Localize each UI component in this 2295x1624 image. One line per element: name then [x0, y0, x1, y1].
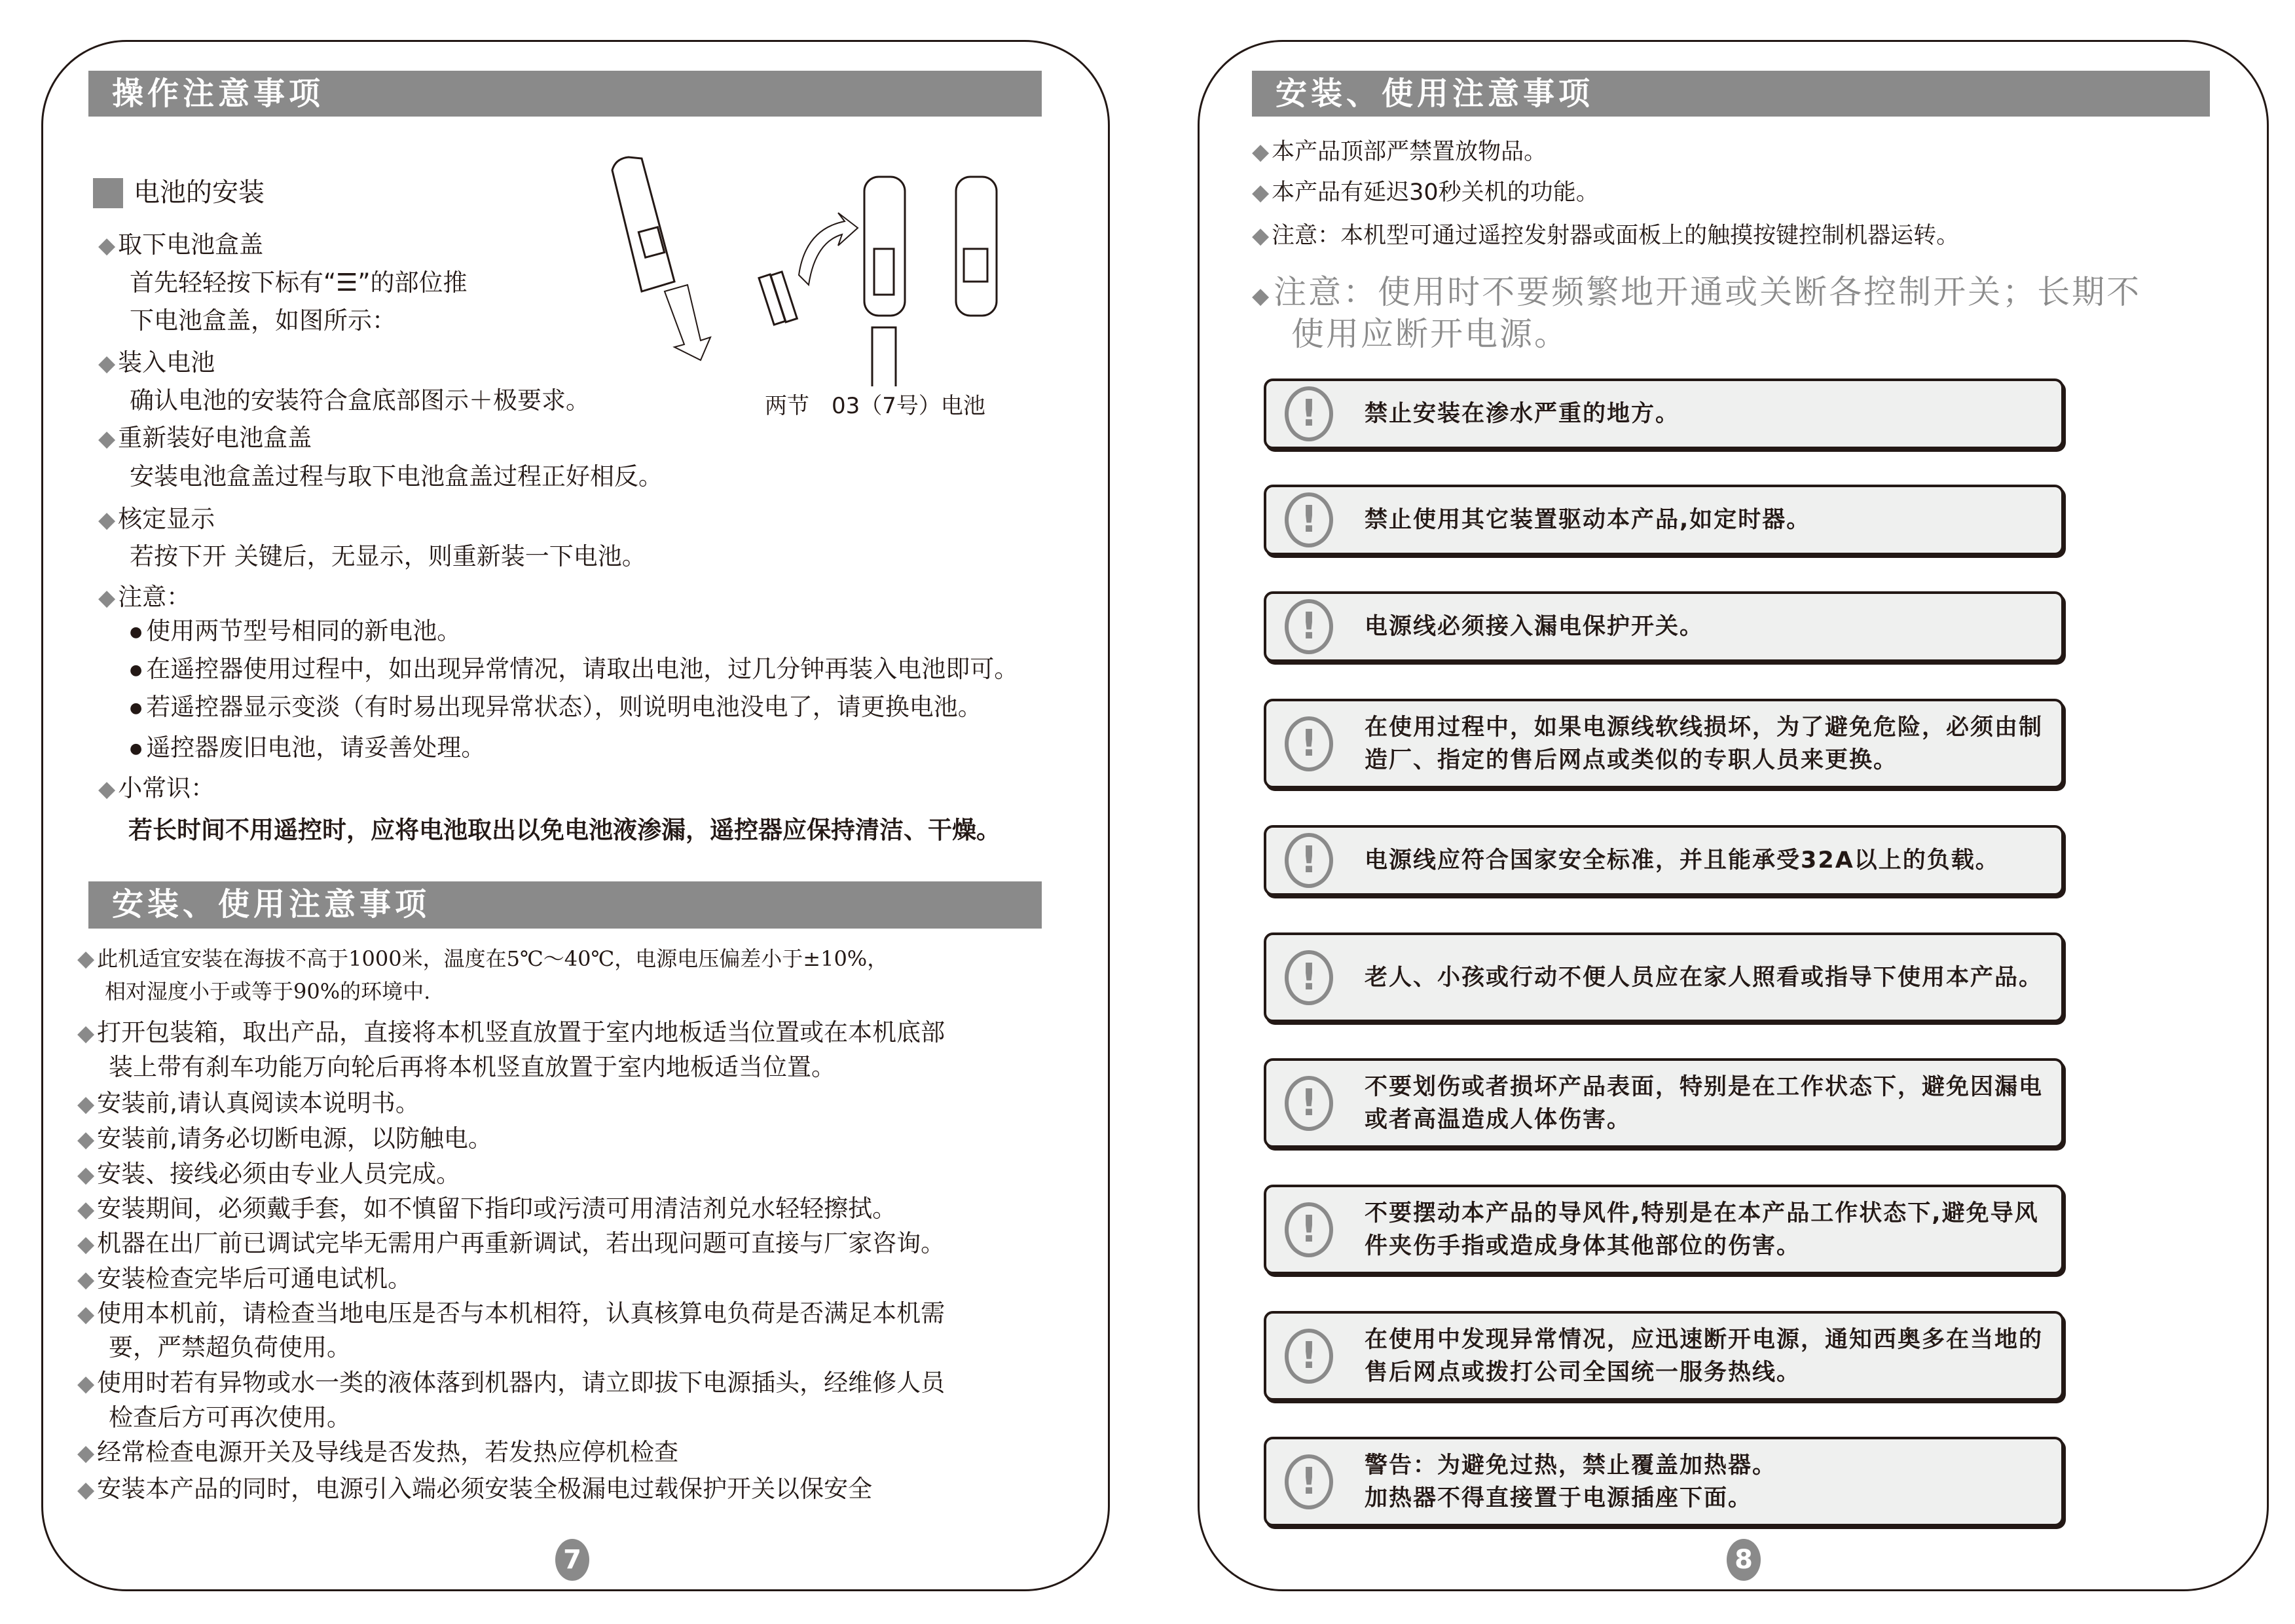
insert-text: 确认电池的安装符合盒底部图示＋极要求。 [130, 386, 590, 415]
exclamation-circle-icon: ! [1285, 1202, 1333, 1257]
exclamation-circle-icon: ! [1285, 1454, 1333, 1509]
battery-title: 电池的安装 [134, 177, 265, 208]
install-item: ◆ 安装期间，必须戴手套，如不慎留下指印或污渍可用清洁剂兑水轻轻擦拭。 [77, 1194, 897, 1223]
page-number-left: 7 [555, 1539, 589, 1581]
right-item: ◆ 本产品顶部严禁置放物品。 [1252, 139, 1547, 165]
warning-box: ! 在使用中发现异常情况，应迅速断开电源，通知西奥多在当地的售后网点或拨打公司全国统一服务热线。 [1264, 1311, 2064, 1401]
right-item: ◆ 注意：本机型可通过遥控发射器或面板上的触摸按键控制机器运转。 [1252, 223, 1960, 249]
install-item: ◆ 机器在出厂前已调试完毕无需用户再重新调试，若出现问题可直接与厂家咨询。 [77, 1229, 946, 1257]
diamond-icon: ◆ [77, 1231, 95, 1257]
warning-box: ! 老人、小孩或行动不便人员应在家人照看或指导下使用本产品。 [1264, 932, 2064, 1022]
exclamation-circle-icon: ! [1285, 716, 1333, 771]
diamond-icon: ◆ [98, 585, 116, 611]
refit-text: 安装电池盒盖过程与取下电池盒盖过程正好相反。 [130, 462, 663, 490]
diamond-icon: ◆ [1252, 139, 1270, 165]
install-item: ◆ 使用本机前，请检查当地电压是否与本机相符，认真核算电负荷是否满足本机需 [77, 1299, 946, 1327]
check-text: 若按下开 关键后，无显示，则重新装一下电池。 [130, 542, 646, 570]
warning-box: ! 禁止使用其它装置驱动本产品,如定时器。 [1264, 485, 2064, 555]
diamond-icon: ◆ [77, 1126, 95, 1153]
insert-heading: ◆ 装入电池 [98, 348, 215, 377]
diamond-icon: ◆ [77, 1266, 95, 1293]
diamond-icon: ◆ [1252, 179, 1270, 206]
diamond-icon: ◆ [77, 1477, 95, 1503]
page-number-right: 8 [1727, 1539, 1761, 1581]
warning-box: ! 电源线必须接入漏电保护开关。 [1264, 591, 2064, 662]
warning-box: ! 电源线应符合国家安全标准，并且能承受32A以上的负载。 [1264, 825, 2064, 896]
battery-installation-illustration [602, 151, 1021, 386]
install-item-cont: 检查后方可再次使用。 [109, 1403, 351, 1431]
tip-heading: ◆ 小常识： [98, 774, 215, 802]
note-item: ● 使用两节型号相同的新电池。 [130, 617, 462, 645]
install-item: ◆ 安装前,请务必切断电源，以防触电。 [77, 1124, 492, 1153]
remove-heading: ◆ 取下电池盒盖 [98, 231, 264, 259]
exclamation-circle-icon: ! [1285, 950, 1333, 1005]
diamond-icon: ◆ [98, 776, 116, 802]
exclamation-circle-icon: ! [1285, 833, 1333, 888]
figure-caption: 两节 03（7号）电池 [765, 393, 985, 419]
install-item: ◆ 安装、接线必须由专业人员完成。 [77, 1160, 461, 1188]
bullet-icon: ● [130, 623, 143, 640]
diamond-icon: ◆ [77, 1301, 95, 1327]
section-header-operation: 操作注意事项 [88, 71, 1042, 117]
bullet-icon: ● [130, 661, 143, 678]
install-item-cont: 要，严禁超负荷使用。 [109, 1333, 351, 1361]
exclamation-circle-icon: ! [1285, 386, 1333, 441]
diamond-icon: ◆ [77, 1196, 95, 1223]
diamond-icon: ◆ [77, 1440, 95, 1466]
remove-text-1: 首先轻轻按下标有“☰”的部位推 [130, 268, 468, 297]
install-item: ◆ 打开包装箱，取出产品，直接将本机竖直放置于室内地板适当位置或在本机底部 [77, 1018, 946, 1046]
right-item: ◆ 本产品有延迟30秒关机的功能。 [1252, 179, 1599, 206]
diamond-icon: ◆ [98, 350, 116, 377]
diamond-icon: ◆ [1252, 283, 1272, 309]
note-item: ● 若遥控器显示变淡（有时易出现异常状态），则说明电池没电了，请更换电池。 [130, 693, 982, 721]
note-item: ● 遥控器废旧电池，请妥善处理。 [130, 733, 486, 762]
section-marker [93, 178, 123, 208]
note-item: ● 在遥控器使用过程中，如出现异常情况，请取出电池，过几分钟再装入电池即可。 [130, 655, 1019, 683]
diamond-icon: ◆ [98, 232, 116, 259]
install-item: ◆ 经常检查电源开关及导线是否发热，若发热应停机检查 [77, 1438, 679, 1466]
exclamation-circle-icon: ! [1285, 492, 1333, 547]
section-header-right: 安装、使用注意事项 [1252, 71, 2210, 117]
diamond-icon: ◆ [77, 1020, 95, 1046]
notice-line-1: ◆注意：使用时不要频繁地开通或关断各控制开关；长期不 [1252, 273, 2142, 311]
tip-text: 若长时间不用遥控时，应将电池取出以免电池液渗漏，遥控器应保持清洁、干燥。 [128, 816, 1001, 844]
warning-box: ! 在使用过程中，如果电源线软线损坏，为了避免危险，必须由制造厂、指定的售后网点或类似的专职人员来更换。 [1264, 699, 2064, 788]
check-heading: ◆ 核定显示 [98, 505, 215, 533]
warning-box: ! 禁止安装在渗水严重的地方。 [1264, 378, 2064, 449]
install-item-cont: 装上带有刹车功能万向轮后再将本机竖直放置于室内地板适当位置。 [109, 1053, 835, 1081]
diamond-icon: ◆ [77, 1162, 95, 1188]
exclamation-circle-icon: ! [1285, 1076, 1333, 1131]
install-item: ◆ 此机适宜安装在海拔不高于1000米，温度在5℃～40℃，电源电压偏差小于±10%， [77, 946, 889, 972]
notice-line-2: 使用应断开电源。 [1291, 315, 1569, 353]
exclamation-circle-icon: ! [1285, 599, 1333, 654]
install-item: ◆ 安装检查完毕后可通电试机。 [77, 1264, 413, 1293]
diamond-icon: ◆ [77, 1091, 95, 1117]
diamond-icon: ◆ [77, 1371, 95, 1397]
install-item: ◆ 使用时若有异物或水一类的液体落到机器内，请立即拔下电源插头，经维修人员 [77, 1369, 946, 1397]
diamond-icon: ◆ [98, 426, 116, 452]
refit-heading: ◆ 重新装好电池盒盖 [98, 424, 312, 452]
bullet-icon: ● [130, 740, 143, 757]
exclamation-circle-icon: ! [1285, 1329, 1333, 1384]
warning-box: ! 不要划伤或者损坏产品表面，特别是在工作状态下，避免因漏电或者高温造成人体伤害。 [1264, 1058, 2064, 1148]
bullet-icon: ● [130, 699, 143, 716]
remove-text-2: 下电池盒盖，如图所示： [130, 306, 396, 335]
warning-box: ! 不要摆动本产品的导风件,特别是在本产品工作状态下,避免导风件夹伤手指或造成身体其他部位的伤害。 [1264, 1185, 2064, 1274]
diamond-icon: ◆ [1252, 223, 1270, 249]
diamond-icon: ◆ [98, 507, 116, 533]
install-item-cont: 相对湿度小于或等于90%的环境中. [105, 979, 431, 1004]
install-item: ◆ 安装前,请认真阅读本说明书。 [77, 1089, 420, 1117]
install-item: ◆ 安装本产品的同时，电源引入端必须安装全极漏电过载保护开关以保安全 [77, 1475, 873, 1503]
diamond-icon: ◆ [77, 946, 95, 972]
warning-box: ! 警告：为避免过热，禁止覆盖加热器。 加热器不得直接置于电源插座下面。 [1264, 1437, 2064, 1526]
section-header-install: 安装、使用注意事项 [88, 881, 1042, 929]
note-heading: ◆ 注意： [98, 583, 191, 611]
